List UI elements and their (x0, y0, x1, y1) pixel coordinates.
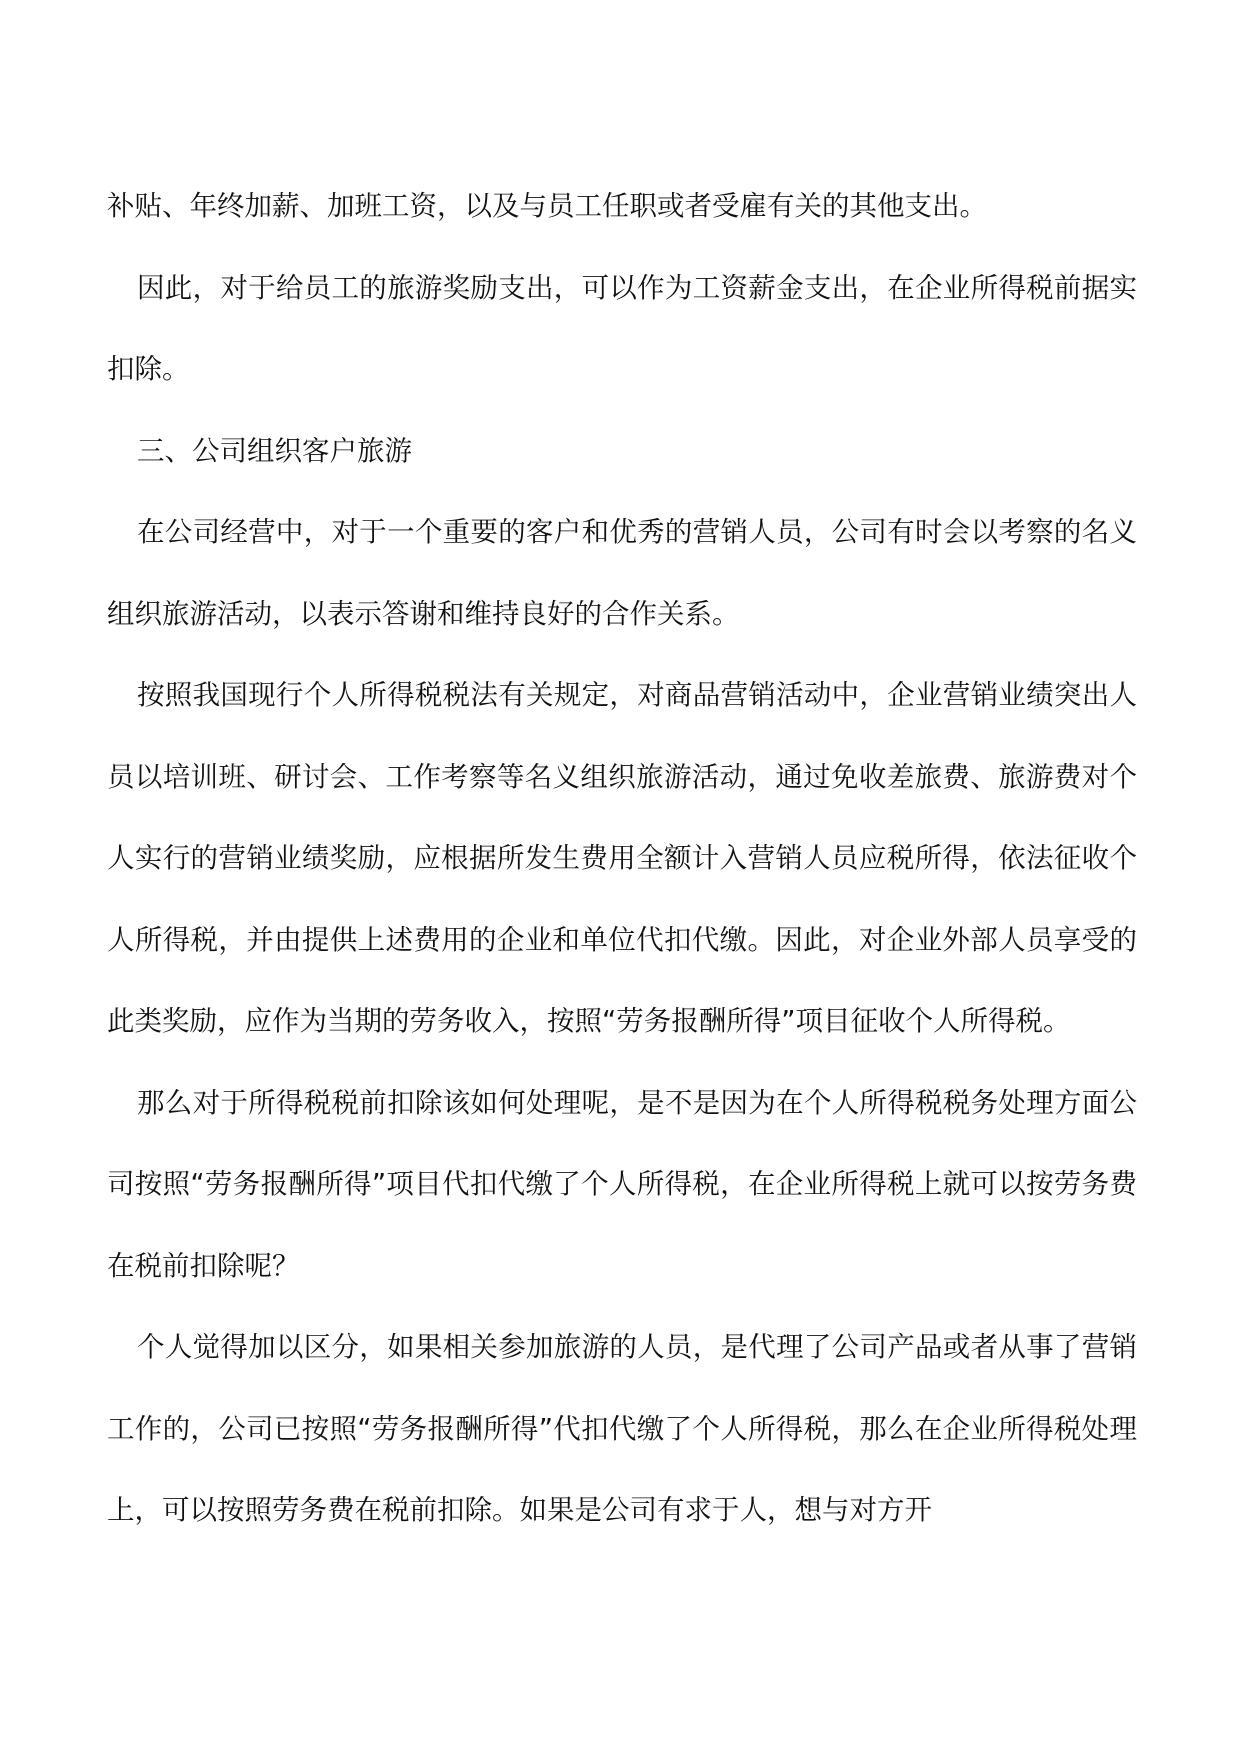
paragraph-2: 因此，对于给员工的旅游奖励支出，可以作为工资薪金支出，在企业所得税前据实扣除。 (107, 271, 1137, 385)
document-body (107, 166, 1137, 1552)
paragraph-5: 那么对于所得税税前扣除该如何处理呢，是不是因为在个人所得税税务处理方面公司按照“劳务报酬所得”项目代扣代缴了个人所得税，在企业所得税上就可以按劳务费在税前扣除呢？ (107, 1086, 1137, 1282)
paragraph-3: 在公司经营中，对于一个重要的客户和优秀的营销人员，公司有时会以考察的名义组织旅游活动，以表示答谢和维持良好的合作关系。 (107, 516, 1137, 630)
section-heading: 三、公司组织客户旅游 (137, 434, 412, 467)
paragraph-4: 按照我国现行个人所得税税法有关规定，对商品营销活动中，企业营销业绩突出人员以培训班、研讨会、工作考察等名义组织旅游活动，通过免收差旅费、旅游费对个人实行的营销业绩奖励，应根据所发生费用全额计入营销人员应税所得，依法征收个人所得税，并由提供上述费用的企业和单位代扣代缴。因此，对企业外部人员享受的此类奖励，应作为当期的劳务收入，按照“劳务报酬所得”项目征收个人所得税。 (107, 679, 1137, 1037)
paragraph-6: 个人觉得加以区分，如果相关参加旅游的人员，是代理了公司产品或者从事了营销工作的，公司已按照“劳务报酬所得”代扣代缴了个人所得税，那么在企业所得税处理上，可以按照劳务费在税前扣除。如果是公司有求于人，想与对方开 (107, 1331, 1137, 1526)
paragraph-1: 补贴、年终加薪、加班工资，以及与员工任职或者受雇有关的其他支出。 (107, 190, 987, 222)
